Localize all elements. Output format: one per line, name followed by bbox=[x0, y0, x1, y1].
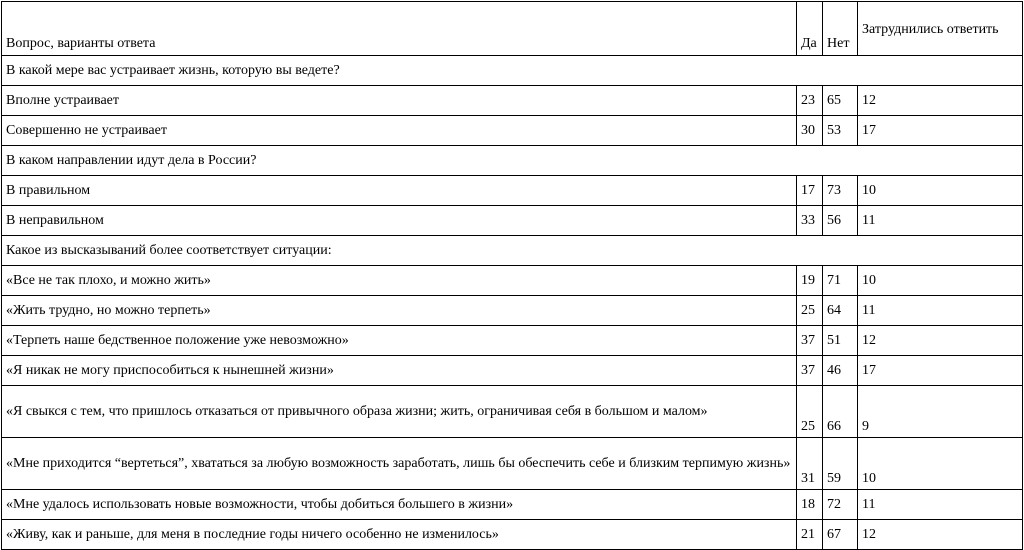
yes-value: 25 bbox=[797, 296, 823, 326]
answer-label: В неправильном bbox=[2, 206, 797, 236]
header-no: Нет bbox=[823, 2, 858, 56]
table-row bbox=[2, 356, 1023, 386]
header-hard: Затруднились ответить bbox=[858, 2, 1023, 56]
yes-value: 19 bbox=[797, 266, 823, 296]
header-row bbox=[2, 2, 1023, 56]
question-row bbox=[2, 236, 1023, 266]
hard-value: 10 bbox=[858, 438, 1023, 490]
hard-value: 10 bbox=[858, 266, 1023, 296]
yes-value: 17 bbox=[797, 176, 823, 206]
no-value: 64 bbox=[823, 296, 858, 326]
table-row bbox=[2, 490, 1023, 520]
no-value: 72 bbox=[823, 490, 858, 520]
answer-label: «Все не так плохо, и можно жить» bbox=[2, 266, 797, 296]
table-row bbox=[2, 326, 1023, 356]
answer-label: «Терпеть наше бедственное положение уже невозможно» bbox=[2, 326, 797, 356]
yes-value: 31 bbox=[797, 438, 823, 490]
answer-label: «Жить трудно, но можно терпеть» bbox=[2, 296, 797, 326]
question-text: Какое из высказываний более соответствует ситуации: bbox=[2, 236, 1023, 266]
header-question: Вопрос, варианты ответа bbox=[2, 2, 797, 56]
hard-value: 12 bbox=[858, 520, 1023, 550]
table-row bbox=[2, 116, 1023, 146]
hard-value: 12 bbox=[858, 86, 1023, 116]
table-row bbox=[2, 386, 1023, 438]
hard-value: 11 bbox=[858, 206, 1023, 236]
no-value: 66 bbox=[823, 386, 858, 438]
survey-table bbox=[1, 1, 1023, 550]
no-value: 65 bbox=[823, 86, 858, 116]
hard-value: 17 bbox=[858, 356, 1023, 386]
no-value: 73 bbox=[823, 176, 858, 206]
table-row bbox=[2, 86, 1023, 116]
answer-label: «Мне приходится “вертеться”, хвататься за любую возможность заработать, лишь бы обеспечить себе и близким терпимую жизнь» bbox=[2, 438, 797, 490]
yes-value: 33 bbox=[797, 206, 823, 236]
no-value: 56 bbox=[823, 206, 858, 236]
header-yes: Да bbox=[797, 2, 823, 56]
answer-label: Совершенно не устраивает bbox=[2, 116, 797, 146]
no-value: 46 bbox=[823, 356, 858, 386]
yes-value: 30 bbox=[797, 116, 823, 146]
no-value: 53 bbox=[823, 116, 858, 146]
yes-value: 37 bbox=[797, 356, 823, 386]
table-row bbox=[2, 438, 1023, 490]
hard-value: 17 bbox=[858, 116, 1023, 146]
answer-label: Вполне устраивает bbox=[2, 86, 797, 116]
no-value: 67 bbox=[823, 520, 858, 550]
no-value: 51 bbox=[823, 326, 858, 356]
answer-label: «Я свыкся с тем, что пришлось отказаться от привычного образа жизни; жить, ограничивая себя в большом и малом» bbox=[2, 386, 797, 438]
table-row bbox=[2, 266, 1023, 296]
no-value: 71 bbox=[823, 266, 858, 296]
answer-label: «Мне удалось использовать новые возможности, чтобы добиться большего в жизни» bbox=[2, 490, 797, 520]
hard-value: 11 bbox=[858, 490, 1023, 520]
question-row bbox=[2, 146, 1023, 176]
question-text: В каком направлении идут дела в России? bbox=[2, 146, 1023, 176]
answer-label: В правильном bbox=[2, 176, 797, 206]
hard-value: 9 bbox=[858, 386, 1023, 438]
table-row bbox=[2, 206, 1023, 236]
yes-value: 25 bbox=[797, 386, 823, 438]
yes-value: 21 bbox=[797, 520, 823, 550]
yes-value: 23 bbox=[797, 86, 823, 116]
hard-value: 10 bbox=[858, 176, 1023, 206]
answer-label: «Я никак не могу приспособиться к нынешней жизни» bbox=[2, 356, 797, 386]
table-row bbox=[2, 176, 1023, 206]
table-row bbox=[2, 520, 1023, 550]
hard-value: 11 bbox=[858, 296, 1023, 326]
answer-label: «Живу, как и раньше, для меня в последние годы ничего особенно не изменилось» bbox=[2, 520, 797, 550]
table-row bbox=[2, 296, 1023, 326]
yes-value: 37 bbox=[797, 326, 823, 356]
yes-value: 18 bbox=[797, 490, 823, 520]
no-value: 59 bbox=[823, 438, 858, 490]
question-row bbox=[2, 56, 1023, 86]
question-text: В какой мере вас устраивает жизнь, которую вы ведете? bbox=[2, 56, 1023, 86]
hard-value: 12 bbox=[858, 326, 1023, 356]
